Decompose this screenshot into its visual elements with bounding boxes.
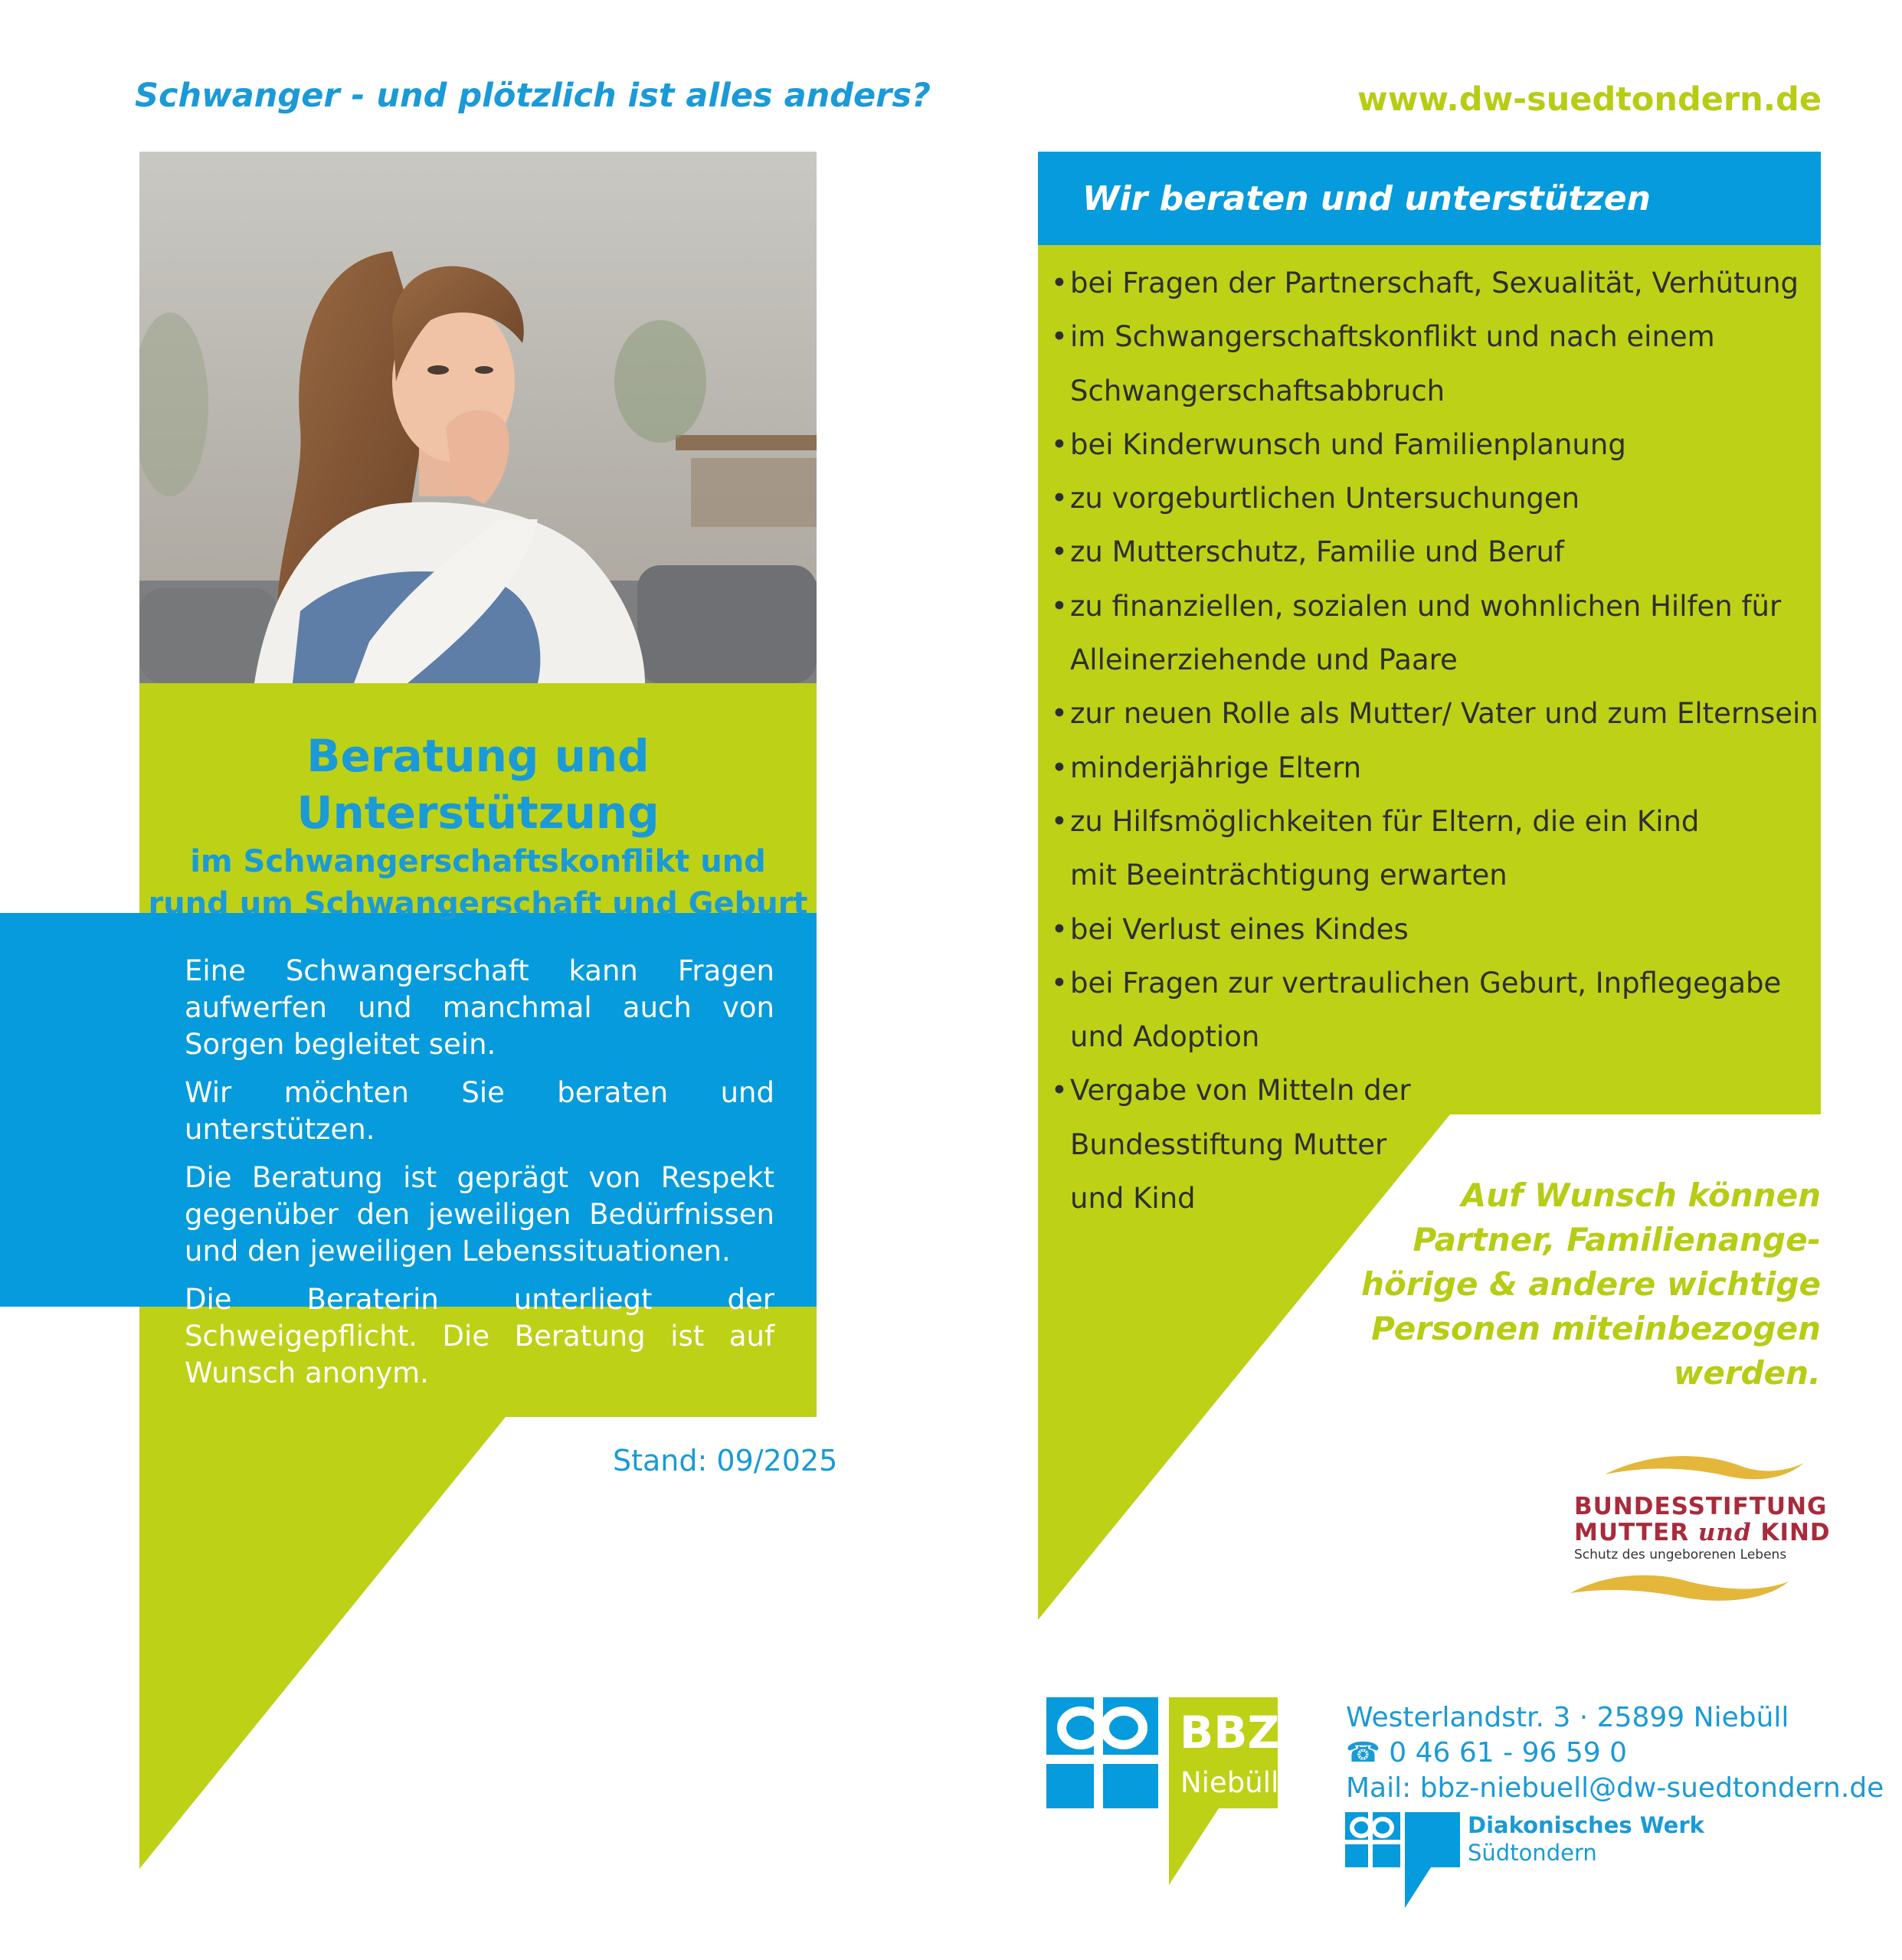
- intro-text: [185, 953, 774, 1403]
- list-item: [1051, 472, 1771, 525]
- wish-line: hörige & andere wichtige: [1361, 1265, 1821, 1303]
- list-item-line: mit Beeinträchtigung erwarten: [1070, 859, 1508, 892]
- list-item-line: • zu Hilfsmöglichkeiten für Eltern, die ein Kind: [1070, 804, 1700, 838]
- services-list: [1051, 257, 1819, 1225]
- list-item-line: • bei Fragen zur vertraulichen Geburt, Inpflegegabe: [1070, 966, 1782, 1000]
- list-item: [1051, 580, 1782, 688]
- phone-number[interactable]: 0 46 61 - 96 59 0: [1389, 1737, 1627, 1769]
- list-item: [1051, 741, 1771, 795]
- address: Westerlandstr. 3 · 25899 Niebüll: [1346, 1702, 1789, 1733]
- woman-thinking-photo: [139, 152, 817, 683]
- wish-line: Auf Wunsch können: [1461, 1176, 1821, 1214]
- bundesstiftung-kind: KIND: [1751, 1519, 1831, 1546]
- list-item-line: • zur neuen Rolle als Mutter/ Vater und zum Elternsein: [1070, 697, 1819, 731]
- list-item-line: und Adoption: [1070, 1020, 1260, 1054]
- list-item: [1051, 957, 1782, 1065]
- list-item-line: • im Schwangerschaftskonflikt und nach einem: [1070, 320, 1715, 354]
- list-item-line: • zu Mutterschutz, Familie und Beruf: [1070, 535, 1564, 569]
- list-item-line: • bei Verlust eines Kindes: [1070, 912, 1409, 946]
- list-item: [1051, 903, 1771, 957]
- list-item: [1051, 687, 1819, 741]
- list-item: [1051, 795, 1771, 903]
- list-item-line: • Vergabe von Mitteln der: [1070, 1074, 1411, 1108]
- wish-note: [1361, 1173, 1821, 1396]
- list-item-line: und Kind: [1070, 1182, 1196, 1216]
- list-item-line: • minderjährige Eltern: [1070, 751, 1362, 784]
- bundesstiftung-mutter: MUTTER: [1574, 1519, 1698, 1546]
- list-item-line: Bundesstiftung Mutter: [1070, 1127, 1387, 1161]
- list-item: [1051, 310, 1771, 418]
- bundesstiftung-logo: [1566, 1451, 1831, 1605]
- list-item-line: • bei Kinderwunsch und Familienplanung: [1070, 427, 1626, 461]
- bundesstiftung-line-1: BUNDESSTIFTUNG: [1574, 1493, 1828, 1520]
- intro-paragraph: Die Beraterin unterliegt der Schweigepflicht. Die Beratung ist auf Wunsch anonym.: [185, 1283, 774, 1389]
- dw-line-1: Diakonisches Werk: [1468, 1812, 1704, 1838]
- diakonie-cross-icon: [1345, 1812, 1468, 1912]
- bundesstiftung-line-3: Schutz des ungeborenen Lebens: [1574, 1547, 1787, 1562]
- stand-date: Stand: 09/2025: [613, 1444, 838, 1477]
- diakonisches-werk-logo: [1345, 1812, 1704, 1912]
- services-heading: Wir beraten und unterstützen: [1082, 179, 1651, 218]
- bundesstiftung-und: und: [1697, 1519, 1752, 1546]
- mail-link[interactable]: Mail: bbz-niebuell@dw-suedtondern.de: [1346, 1772, 1884, 1804]
- wish-line: Personen miteinbezogen: [1371, 1310, 1821, 1347]
- contact-block: [1346, 1700, 1884, 1806]
- bbz-city: Niebüll: [1180, 1766, 1279, 1799]
- wish-line: Partner, Familienange-: [1413, 1221, 1821, 1258]
- list-item-line: • zu finanziellen, sozialen und wohnlichen Hilfen für: [1070, 589, 1782, 623]
- bbz-name: BBZ: [1180, 1706, 1280, 1759]
- dw-line-2: Südtondern: [1468, 1840, 1597, 1866]
- list-item: [1051, 257, 1799, 310]
- list-item-line: • zu vorgeburtlichen Untersuchungen: [1070, 482, 1580, 515]
- subtitle-line-2: rund um Schwangerschaft und Geburt: [148, 886, 808, 921]
- tagline: Schwanger - und plötzlich ist alles anders?: [135, 77, 931, 115]
- bbz-logo: [1046, 1697, 1284, 1885]
- subtitle-line-1: im Schwangerschaftskonflikt und: [190, 844, 766, 879]
- phone-row[interactable]: [1346, 1736, 1884, 1771]
- list-item-line: Alleinerziehende und Paare: [1070, 643, 1458, 677]
- phone-icon: ☎: [1346, 1737, 1380, 1769]
- page-title: Beratung und Unterstützung: [296, 730, 660, 839]
- intro-paragraph: Eine Schwangerschaft kann Fragen aufwerfen und manchmal auch von Sorgen begleitet sein.: [185, 954, 774, 1061]
- intro-paragraph: Die Beratung ist geprägt von Respekt gegenüber den jeweiligen Bedürfnissen und den jeweiligen Lebenssituationen.: [185, 1161, 774, 1268]
- list-item: [1051, 418, 1771, 472]
- website-link[interactable]: www.dw-suedtondern.de: [1357, 80, 1822, 119]
- wish-line: werden.: [1673, 1354, 1821, 1392]
- bundesstiftung-line-2: [1574, 1519, 1831, 1546]
- list-item-line: Schwangerschaftsabbruch: [1070, 374, 1445, 407]
- main-title-block: [139, 728, 817, 925]
- intro-paragraph: Wir möchten Sie beraten und unterstützen.: [185, 1076, 774, 1146]
- list-item: [1051, 525, 1771, 579]
- list-item-line: • bei Fragen der Partnerschaft, Sexualität, Verhütung: [1070, 267, 1799, 299]
